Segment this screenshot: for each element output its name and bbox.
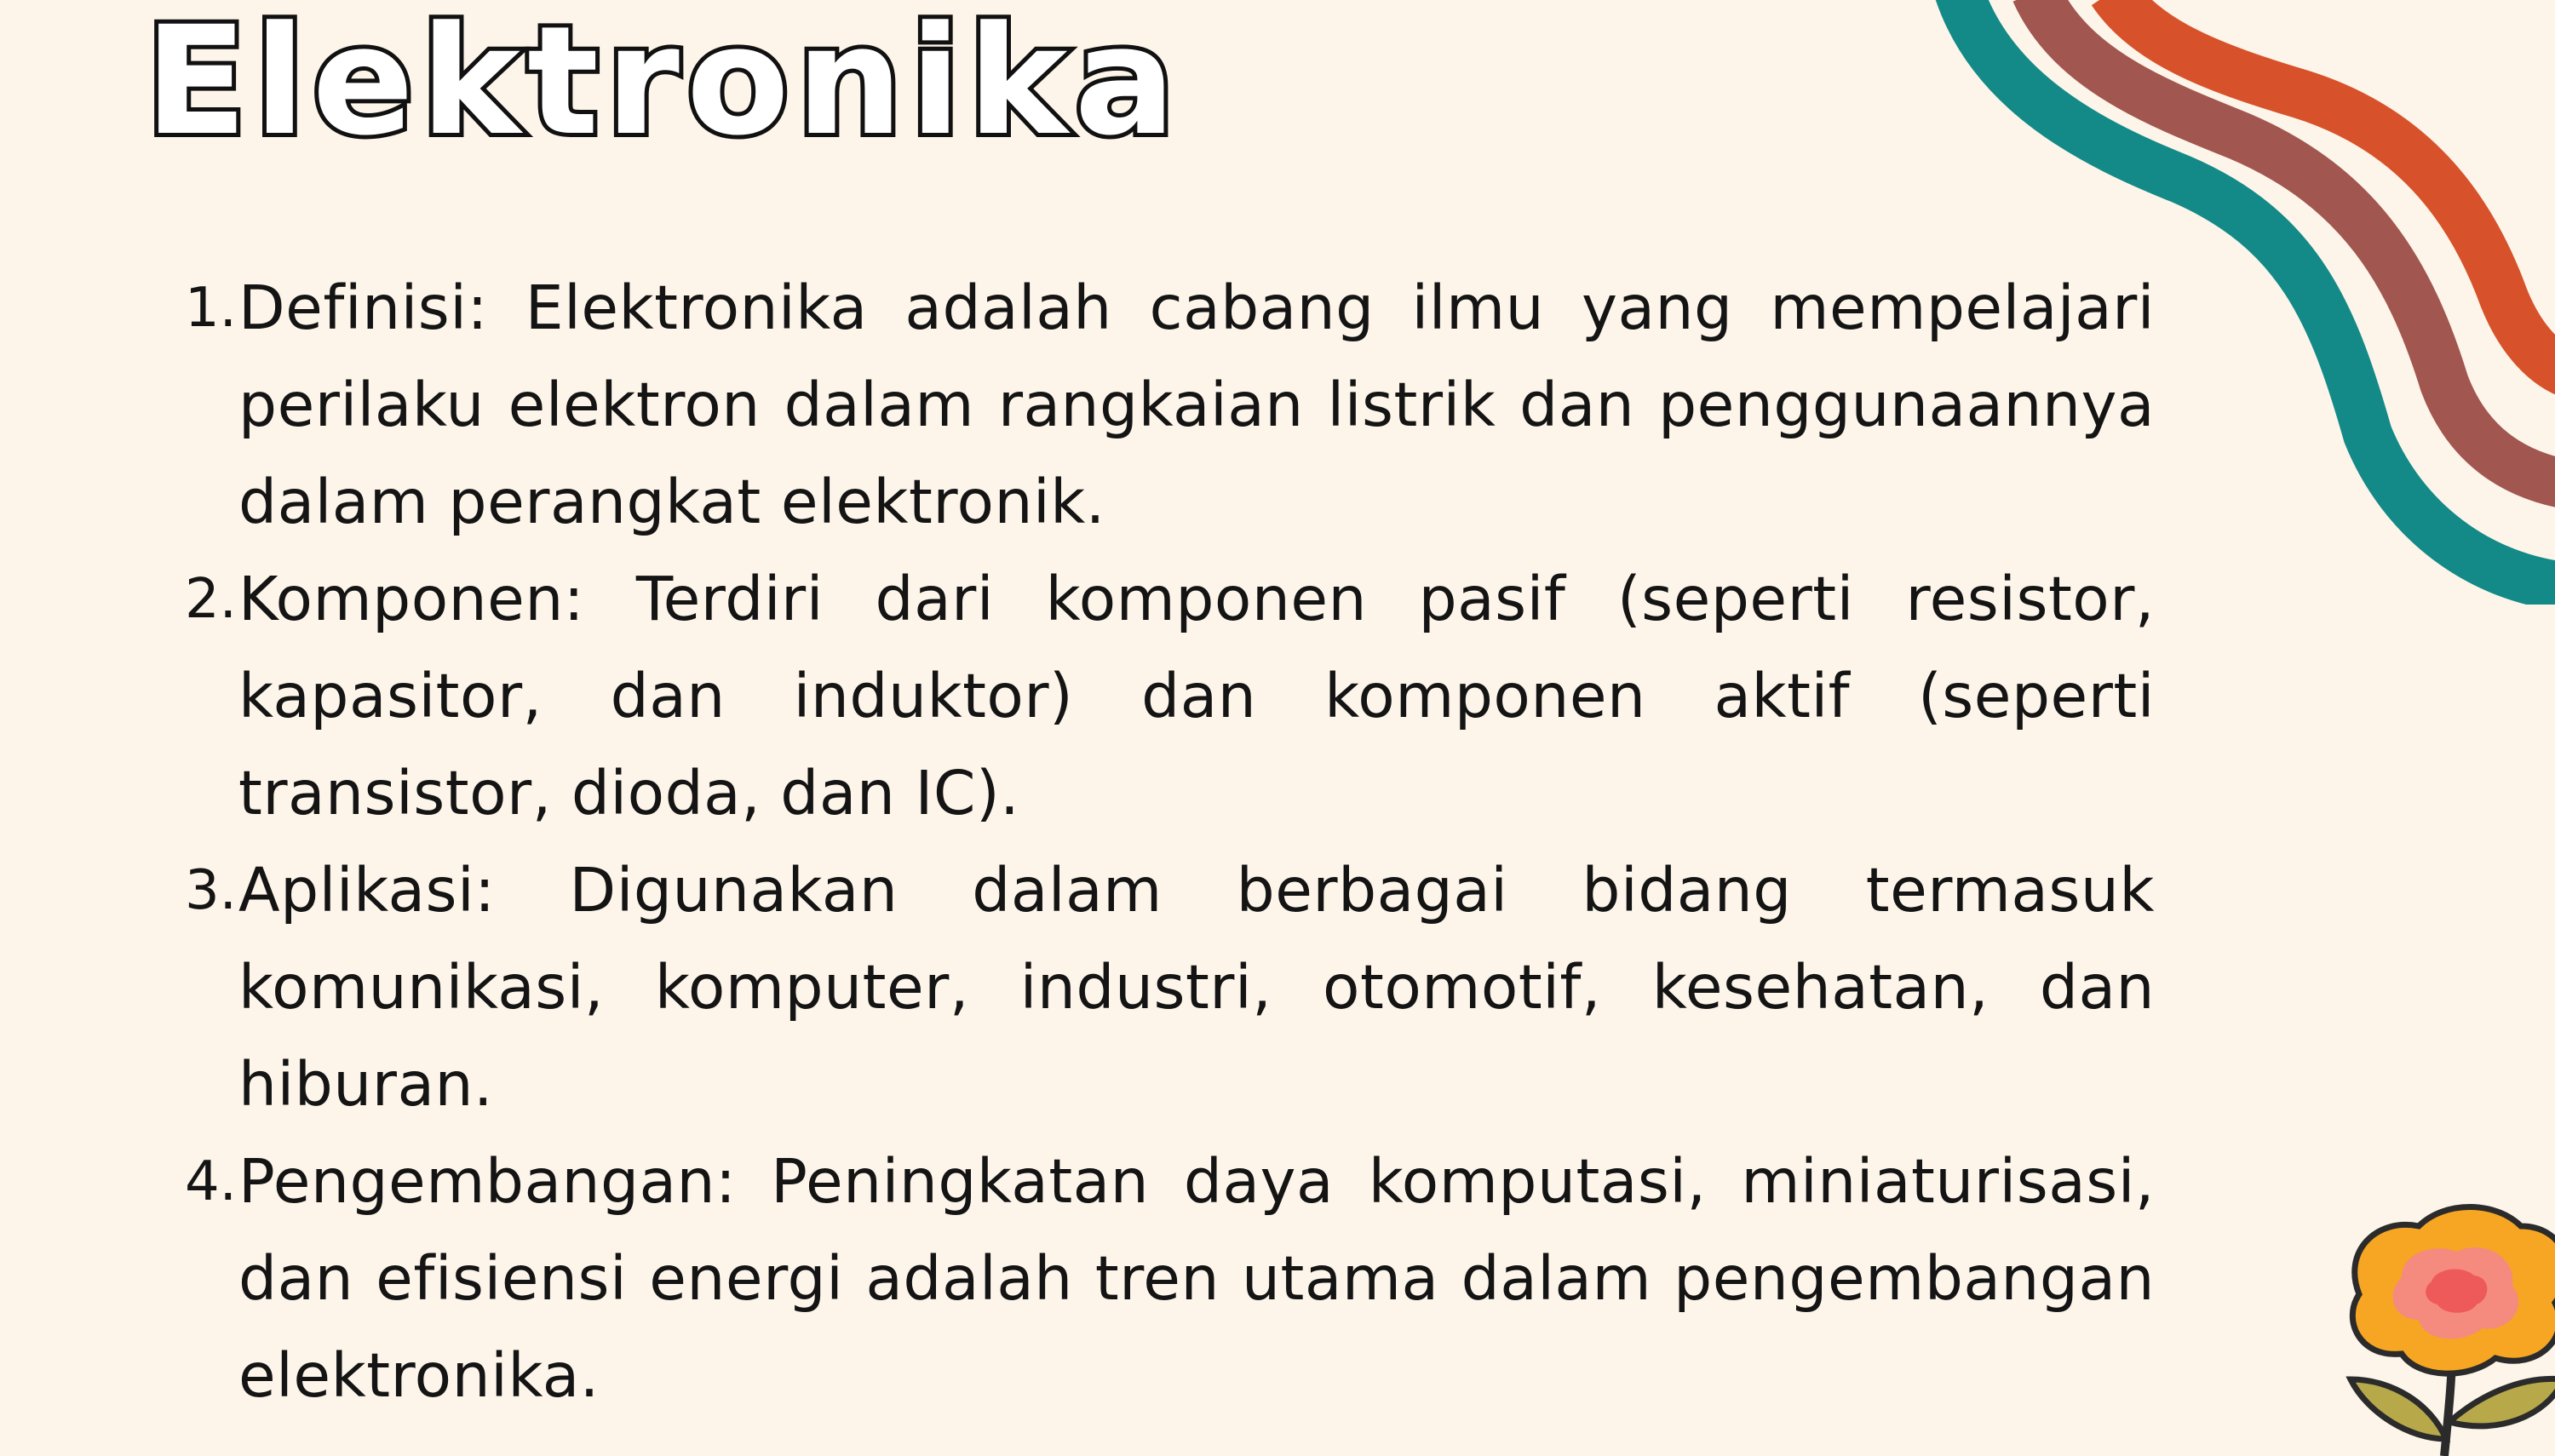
flower-leaf-right [2449, 1379, 2555, 1426]
list-item [170, 260, 2155, 551]
list-item [170, 551, 2155, 842]
content-list-container [170, 260, 2155, 1424]
decorative-waves [1925, 0, 2555, 605]
list-item-number: 2. [184, 568, 237, 631]
numbered-list [170, 260, 2155, 1424]
flower-leaf-left [2351, 1379, 2446, 1439]
list-item-text: Definisi: Elektronika adalah cabang ilmu yang mempelajari perilaku elektron dalam rangkaian listrik dan penggunaannya dalam perangkat elektronik. [238, 272, 2155, 537]
list-item-number: 4. [184, 1150, 237, 1213]
list-item-text: Komponen: Terdiri dari komponen pasif (seperti resistor, kapasitor, dan induktor) dan komponen aktif (seperti transistor, dioda, dan IC). [238, 564, 2155, 828]
slide-title: Elektronika [145, 0, 1183, 169]
list-item-number: 1. [184, 277, 237, 340]
list-item [170, 842, 2155, 1133]
flower-icon [2334, 1201, 2555, 1456]
list-item-text: Aplikasi: Digunakan dalam berbagai bidang termasuk komunikasi, komputer, industri, otomotif, kesehatan, dan hiburan. [238, 855, 2155, 1120]
list-item-text: Pengembangan: Peningkatan daya komputasi, miniaturisasi, dan efisiensi energi adalah tren utama dalam pengembangan elektronika. [238, 1146, 2155, 1411]
list-item [170, 1133, 2155, 1424]
list-item-number: 3. [184, 859, 237, 922]
